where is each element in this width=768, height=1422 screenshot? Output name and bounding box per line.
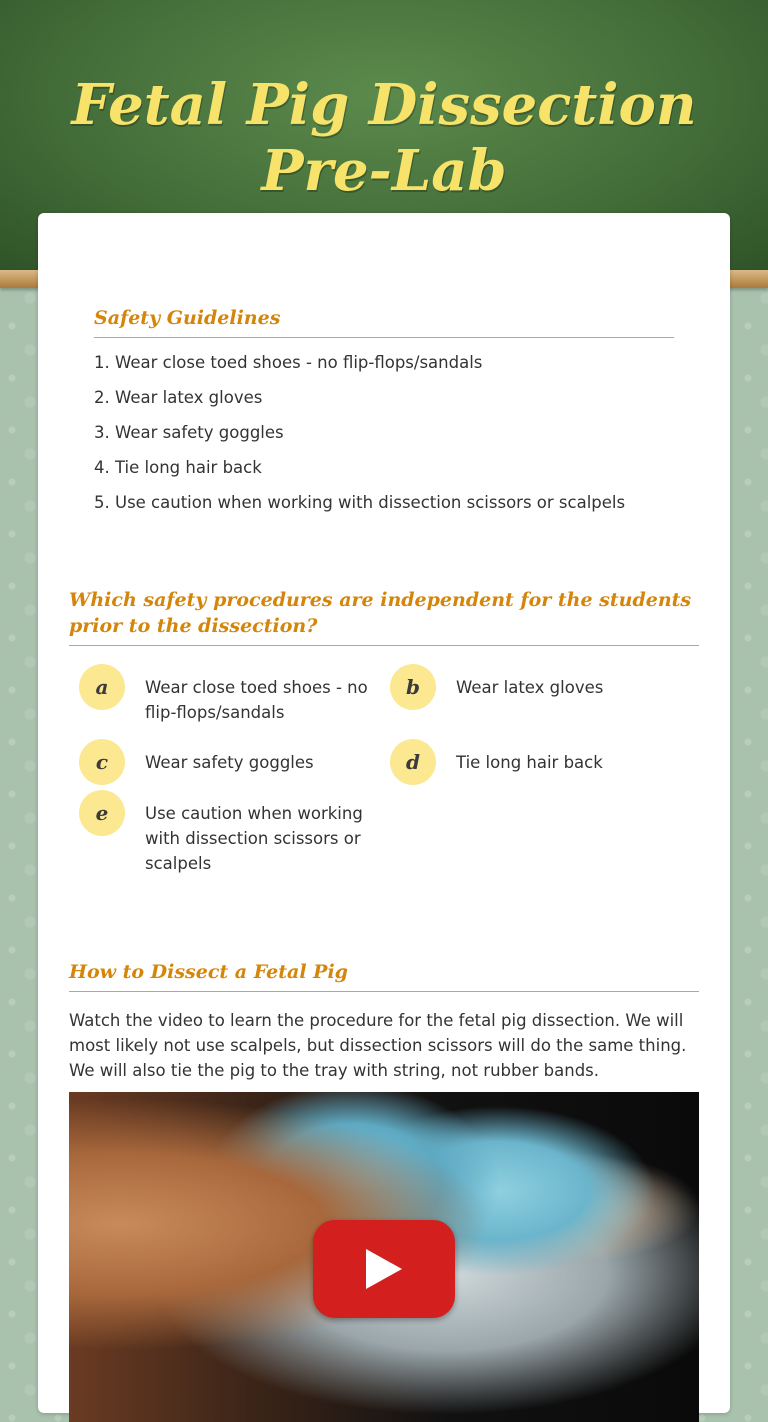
video-description: Watch the video to learn the procedure for the fetal pig dissection. We will most likely not use scalpels, but dissection scissors will do the same thing. We will also tie the pig to the tray with string, not rubber bands. [69, 1011, 687, 1080]
list-item: 5. Use caution when working with dissection scissors or scalpels [94, 493, 626, 512]
answer-option-a[interactable] [79, 664, 369, 725]
play-icon [364, 1247, 404, 1291]
safety-list [94, 351, 694, 526]
answer-option-e[interactable] [79, 790, 369, 876]
list-item: 1. Wear close toed shoes - no flip-flops/sandals [94, 353, 483, 372]
option-letter-badge: a [79, 664, 125, 710]
option-letter-badge: d [390, 739, 436, 785]
list-item: 4. Tie long hair back [94, 458, 262, 477]
page-title: Fetal Pig Dissection Pre-Lab [71, 72, 697, 204]
video-heading: How to Dissect a Fetal Pig [69, 959, 699, 992]
list-item: 2. Wear latex gloves [94, 388, 263, 407]
video-player[interactable] [69, 1092, 699, 1422]
option-text: Wear safety goggles [145, 753, 314, 772]
worksheet-card [38, 213, 730, 1413]
list-item: 3. Wear safety goggles [94, 423, 284, 442]
answer-option-c[interactable] [79, 739, 369, 785]
question-heading: Which safety procedures are independent for the students prior to the dissection? [69, 587, 699, 646]
option-letter-badge: b [390, 664, 436, 710]
answer-option-d[interactable] [390, 739, 680, 785]
option-text: Wear latex gloves [456, 678, 604, 697]
option-letter-badge: e [79, 790, 125, 836]
option-letter-badge: c [79, 739, 125, 785]
option-text: Use caution when working with dissection scissors or scalpels [145, 804, 363, 873]
option-text: Tie long hair back [456, 753, 603, 772]
answer-option-b[interactable] [390, 664, 680, 710]
safety-heading: Safety Guidelines [94, 305, 674, 338]
option-text: Wear close toed shoes - no flip-flops/sandals [145, 678, 368, 722]
play-button[interactable] [313, 1220, 455, 1318]
